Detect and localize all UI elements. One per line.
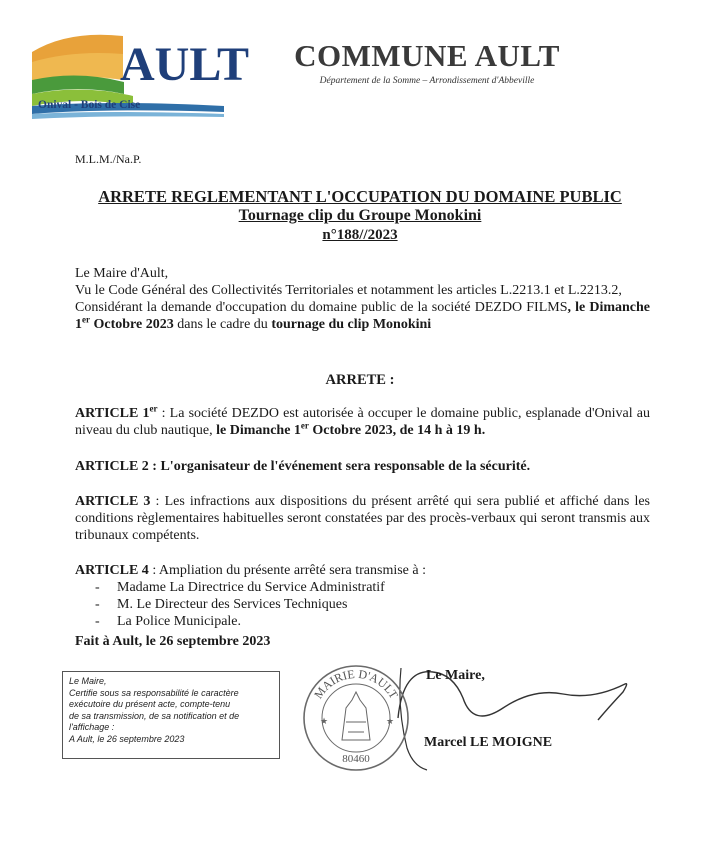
article-3: ARTICLE 3 : Les infractions aux dispositions du présent arrêté qui sera publié et affiché dans les conditions règlementaires habituelles seront constatées par des procès-verbaux qui seront transmis aux tribunaux compétents. [75, 494, 650, 543]
list-item: - La Police Municipale. [95, 614, 242, 629]
reference: M.L.M./Na.P. [75, 152, 142, 166]
ault-logo [28, 22, 249, 132]
signature-title: Le Maire, [426, 668, 485, 683]
mayor-name: Marcel LE MOIGNE [424, 735, 553, 750]
arrete-subject: Tournage clip du Groupe Monokini [238, 207, 482, 224]
fait-a: Fait à Ault, le 26 septembre 2023 [75, 634, 271, 649]
certification-box: Le Maire, Certifie sous sa responsabilité le caractère exécutoire du présent acte, compte-tenu de sa transmission, de sa notification et de l'affichage : A Ault, le 26 septembre 2023 [62, 671, 280, 759]
stamp-bottom-text: 80460 [342, 753, 370, 765]
article-4: ARTICLE 4 : Ampliation du présente arrêté sera transmise à : [75, 563, 426, 578]
arrete-label: ARRETE : [325, 372, 395, 388]
list-item: - Madame La Directrice du Service Administratif [95, 580, 385, 595]
preamble-line-2: Vu le Code Général des Collectivités Territoriales et notamment les articles L.2213.1 et L.2213.2, [75, 283, 622, 298]
mairie-stamp [300, 662, 412, 774]
preamble [75, 265, 650, 333]
stamp-top-text: MAIRIE D'AULT [311, 666, 401, 702]
article-2: ARTICLE 2 : L'organisateur de l'événement sera responsable de la sécurité. [75, 459, 531, 474]
svg-text:★: ★ [320, 716, 329, 726]
commune-subtitle: Département de la Somme – Arrondissement d'Abbeville [319, 76, 535, 86]
preamble-line-1: Le Maire d'Ault, [75, 266, 169, 281]
arrete-title: ARRETE REGLEMENTANT L'OCCUPATION DU DOMAINE PUBLIC [98, 187, 622, 206]
logo-tagline: Onival - Bois de Cise [38, 99, 141, 111]
preamble-line-3: Considérant la demande d'occupation du domaine public de la société DEZDO FILMS, le Dimanche 1er Octobre 2023 dans le cadre du tournage du clip Monokini [75, 300, 651, 332]
arrete-number: n°188//2023 [322, 227, 398, 243]
svg-text:★: ★ [386, 716, 395, 726]
list-item: - M. Le Directeur des Services Techniques [95, 597, 348, 612]
logo-name: AULT [120, 38, 249, 91]
article-1: ARTICLE 1er : La société DEZDO est autorisée à occuper le domaine public, esplanade d'Onival au niveau du club nautique, le Dimanche 1er Octobre 2023, de 14 h à 19 h. [75, 403, 650, 438]
commune-title: COMMUNE AULT [294, 38, 560, 73]
distribution-list [95, 579, 385, 630]
